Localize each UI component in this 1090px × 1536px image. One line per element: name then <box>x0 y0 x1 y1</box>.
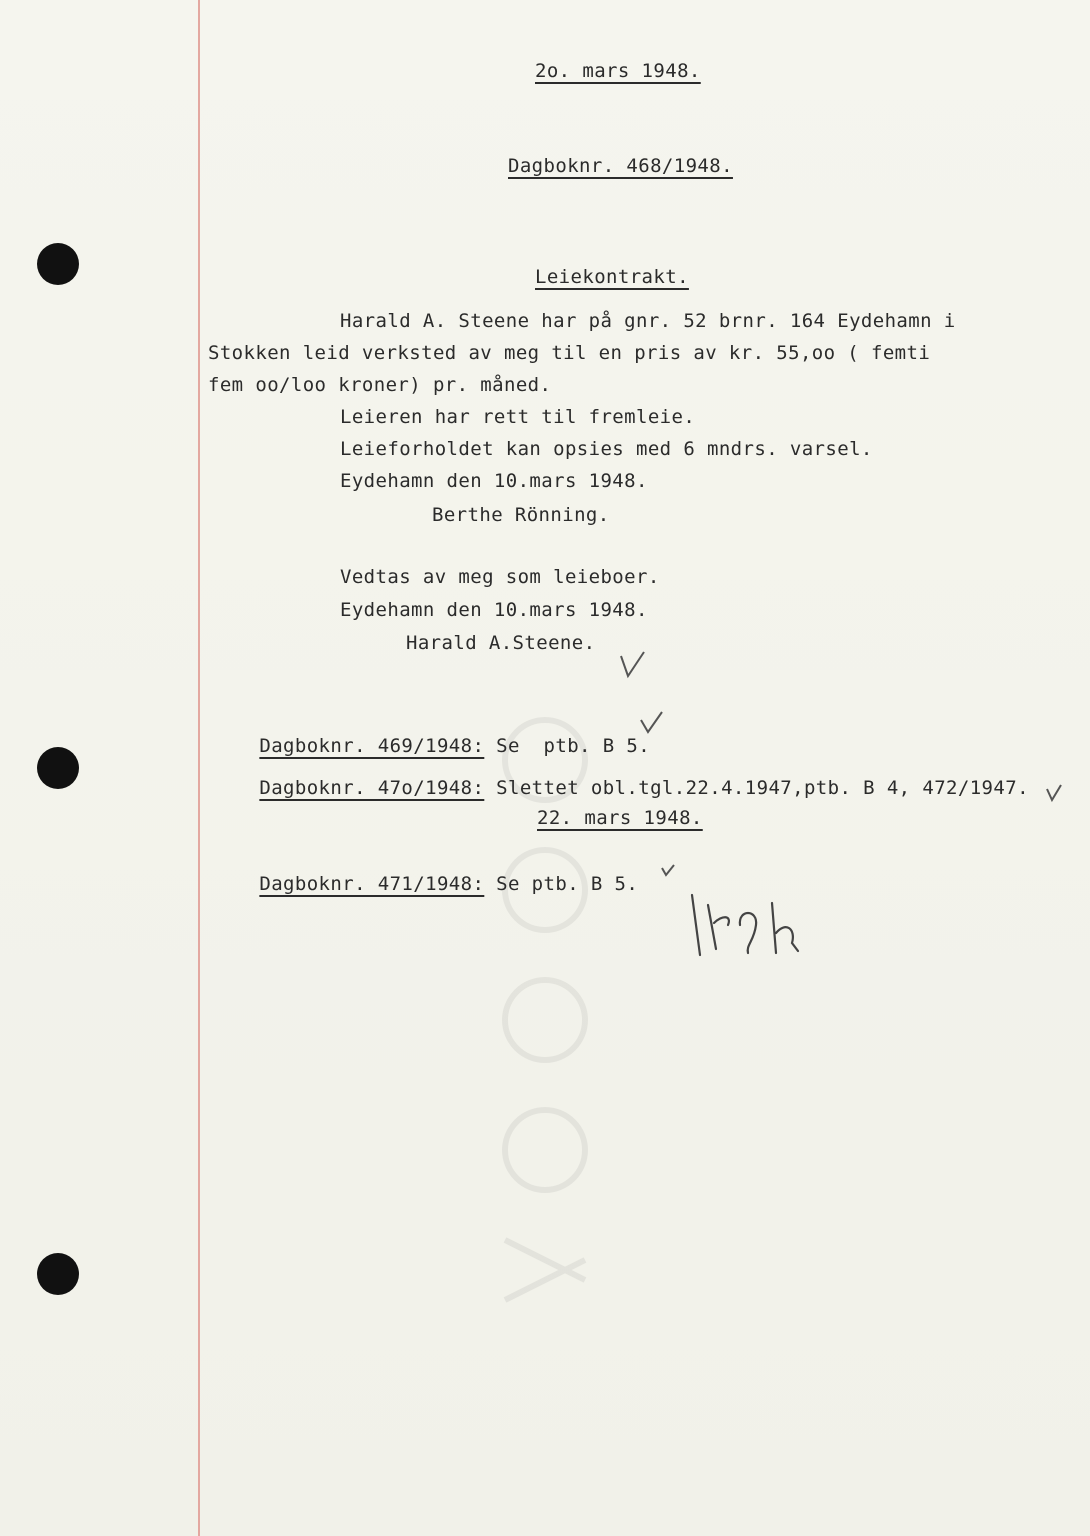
contract-title: Leiekontrakt. <box>535 266 689 288</box>
punch-hole <box>37 747 79 789</box>
entry-text: Se ptb. B 5. <box>496 873 639 895</box>
contract-line: Harald A. Steene har på gnr. 52 brnr. 164 Eydehamn i <box>340 310 956 332</box>
date-heading: 2o. mars 1948. <box>535 60 701 82</box>
entry-471 <box>212 851 638 917</box>
dagbok-468-heading: Dagboknr. 468/1948. <box>508 155 733 177</box>
punch-hole <box>37 243 79 285</box>
contract-line: Leieren har rett til fremleie. <box>340 406 696 428</box>
date-heading-2: 22. mars 1948. <box>537 807 703 829</box>
entry-ref: Dagboknr. 47o/1948: <box>259 777 485 799</box>
contract-line: Vedtas av meg som leieboer. <box>340 566 660 588</box>
contract-line: fem oo/loo kroner) pr. måned. <box>208 374 552 396</box>
entry-ref: Dagboknr. 469/1948: <box>259 735 485 757</box>
entry-ref: Dagboknr. 471/1948: <box>259 873 485 895</box>
contract-line: Leieforholdet kan opsies med 6 mndrs. varsel. <box>340 438 873 460</box>
punch-hole <box>37 1253 79 1295</box>
signature-tenant: Harald A.Steene. <box>406 632 596 654</box>
margin-line <box>198 0 200 1536</box>
entry-text: Se ptb. B 5. <box>496 735 651 757</box>
check-mark <box>638 710 664 736</box>
contract-line: Eydehamn den 10.mars 1948. <box>340 470 648 492</box>
check-mark <box>618 650 648 680</box>
contract-line: Eydehamn den 10.mars 1948. <box>340 599 648 621</box>
signature-landlord: Berthe Rönning. <box>432 504 610 526</box>
entry-text: Slettet obl.tgl.22.4.1947,ptb. B 4, 472/1947. <box>496 777 1029 799</box>
check-mark <box>660 862 676 878</box>
check-mark <box>1044 783 1064 803</box>
handwritten-initials <box>680 885 820 965</box>
contract-line: Stokken leid verksted av meg til en pris av kr. 55,oo ( femti <box>208 342 931 364</box>
